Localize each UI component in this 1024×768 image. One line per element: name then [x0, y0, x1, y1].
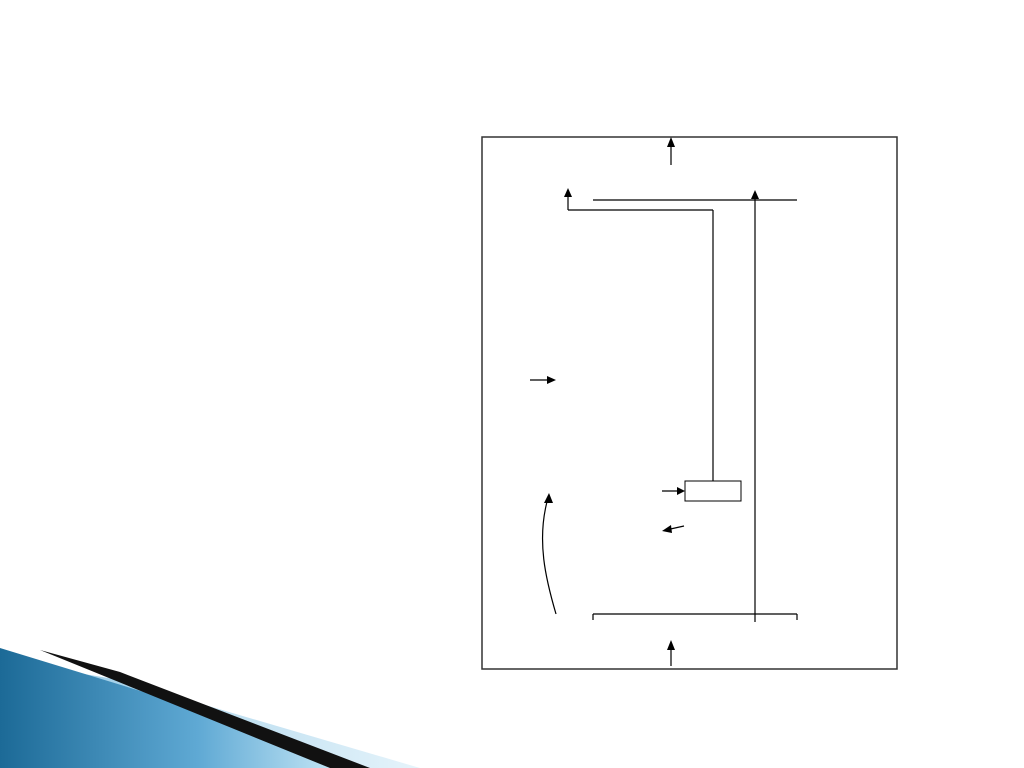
selected-frame-box: [685, 481, 741, 501]
diagram-frame: [482, 137, 897, 669]
